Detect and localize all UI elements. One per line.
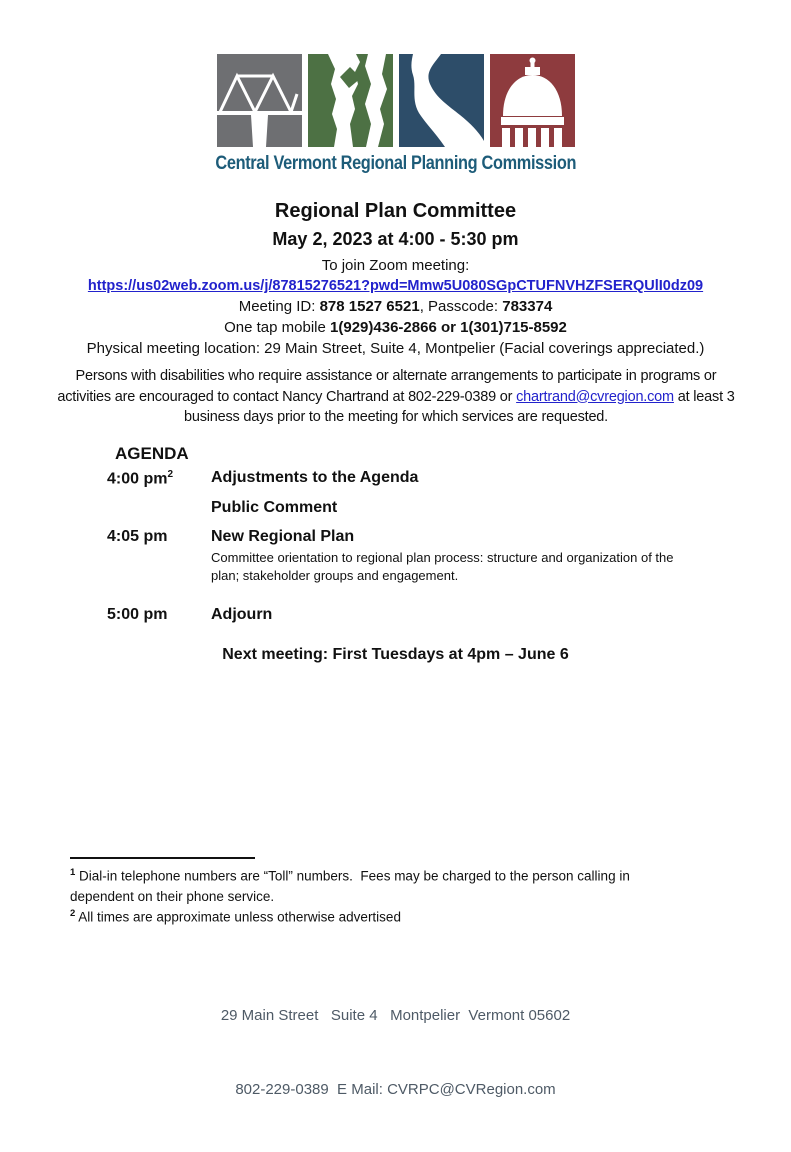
agenda-item-body: [211, 469, 707, 487]
agenda-item-body: [211, 528, 707, 584]
one-tap-label: One tap mobile: [224, 319, 331, 337]
agenda-item-new-regional-plan: [107, 528, 707, 584]
agenda-time: [107, 528, 211, 546]
agenda-heading: AGENDA: [115, 444, 189, 463]
bridge-icon: [217, 54, 302, 147]
vermont-map-icon: [308, 54, 393, 147]
agenda-item-body: [211, 606, 707, 624]
zoom-link-line: [0, 276, 791, 296]
meeting-title: Regional Plan Committee: [274, 200, 517, 222]
physical-location-line: Physical meeting location: 29 Main Street, Suite 4, Montpelier (Facial coverings appreciated.): [86, 340, 705, 358]
logo-wordmark: Central Vermont Regional Planning Commission: [215, 153, 576, 174]
agenda-item-adjourn: [107, 606, 707, 624]
agenda-time-text: 5:00 pm: [107, 606, 168, 624]
one-tap-line: [0, 317, 791, 338]
capitol-dome-icon: [490, 54, 575, 147]
footnotes-section: [70, 857, 680, 928]
footnote-1-marker: 1: [70, 867, 76, 878]
footnote-1-text: Dial-in telephone numbers are “Toll” numbers. Fees may be charged to the person calling in dependent on their phone service.: [70, 868, 634, 904]
meeting-id-value: 878 1527 6521: [319, 298, 420, 316]
meeting-id-label: Meeting ID:: [238, 298, 320, 316]
meeting-datetime: May 2, 2023 at 4:00 - 5:30 pm: [272, 229, 519, 249]
logo-tile-strip: [217, 54, 575, 147]
accessibility-text-before: Persons with disabilities who require assistance or alternate arrangements to participate in programs or activities are encouraged to contact Nancy Chartrand at 802-229-0389 or: [57, 368, 717, 405]
agenda-item-body: [211, 499, 707, 517]
document-footer: [0, 954, 791, 1152]
agenda-item-public-comment: [107, 499, 707, 517]
footer-contact: 802-229-0389 E Mail: CVRPC@CVRegion.com: [235, 1080, 556, 1098]
agenda-time: [107, 469, 211, 488]
contact-email-link[interactable]: chartrand@cvregion.com: [516, 388, 674, 405]
agenda-item-title: New Regional Plan: [211, 528, 355, 546]
passcode-value: 783374: [502, 298, 553, 316]
footnote-2-marker: 2: [70, 908, 76, 919]
footnote-2-text: All times are approximate unless otherwise advertised: [75, 909, 401, 925]
agenda-time-footnote-ref: 2: [167, 469, 174, 480]
agenda-item-title: Public Comment: [211, 499, 338, 517]
zoom-meeting-link[interactable]: https://us02web.zoom.us/j/87815276521?pwd=Mmw5U080SGpCTUFNVHZFSERQUlI0dz09: [87, 278, 704, 295]
winding-road-icon: [399, 54, 484, 147]
footnote-1: [70, 866, 680, 907]
agenda-item-description: Committee orientation to regional plan process: structure and organization of the plan; stakeholder groups and engagement.: [211, 550, 674, 583]
agenda-time: [107, 606, 211, 624]
agenda-item-adjustments: [107, 469, 707, 488]
join-zoom-label: To join Zoom meeting:: [321, 257, 470, 275]
agenda-item-title: Adjourn: [211, 606, 273, 624]
passcode-label: , Passcode:: [419, 298, 503, 316]
agenda-time-text: 4:05 pm: [107, 528, 168, 546]
accessibility-text-after: at least 3 business days prior to the meeting for which services are requested.: [183, 388, 735, 426]
cvrpc-logo: [0, 54, 791, 175]
meeting-header: [0, 197, 791, 359]
meeting-id-line: [0, 296, 791, 317]
next-meeting-line: Next meeting: First Tuesdays at 4pm – June 6: [222, 646, 569, 663]
footnote-2: [70, 907, 680, 928]
one-tap-numbers: 1(929)436-2866 or 1(301)715-8592: [330, 319, 567, 337]
agenda-item-title: Adjustments to the Agenda: [211, 469, 419, 486]
agenda-time-text: 4:00 pm: [107, 470, 168, 488]
footnote-separator-rule: [70, 857, 255, 859]
accessibility-notice: [51, 366, 741, 428]
agenda-section: [107, 444, 707, 635]
footer-address: 29 Main Street Suite 4 Montpelier Vermont 05602: [220, 1006, 571, 1024]
